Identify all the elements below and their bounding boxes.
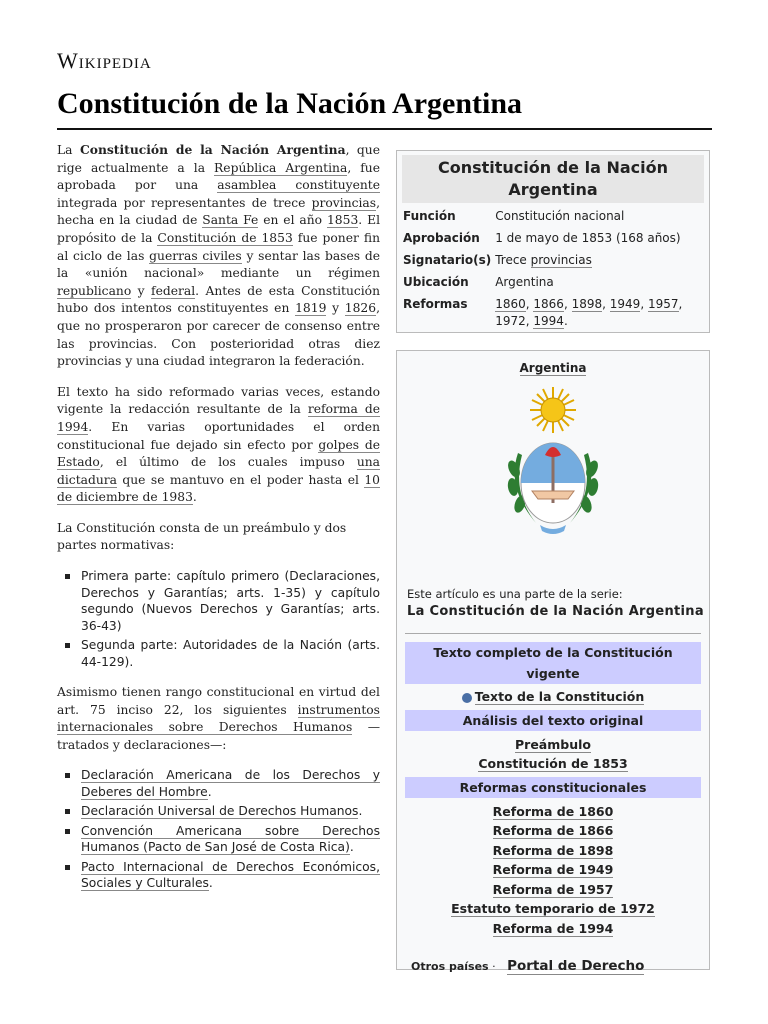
article-body [57, 141, 380, 906]
list-item: Declaración Universal de Derechos Humanos. [81, 803, 380, 820]
series-sidebar [396, 350, 710, 974]
list-item: Declaración Americana de los Derechos y Deberes del Hombre. [81, 767, 380, 800]
series-name: La Constitución de la Nación Argentina [407, 604, 704, 619]
paragraph-structure: La Constitución consta de un preámbulo y dos partes normativas: [57, 520, 347, 553]
divider [405, 633, 701, 634]
link-reforma-item[interactable]: Reforma de 1949 [492, 862, 614, 877]
link-provincias-infobox[interactable]: provincias [530, 253, 592, 267]
infobox-title: Constitución de la Nación Argentina [402, 155, 704, 203]
coat-of-arms-image [498, 383, 608, 543]
infobox-row: Aprobación 1 de mayo de 1853 (168 años) [403, 231, 681, 245]
link-reforma-year[interactable]: 1994 [533, 314, 564, 328]
link-instrumentos-ddhh[interactable]: instrumentos internacionales sobre Derechos Humanos [57, 702, 380, 735]
link-treaty[interactable]: Declaración Americana de los Derechos y Deberes del Hombre [81, 768, 380, 799]
link-treaty[interactable]: Convención Americana sobre Derechos Humanos (Pacto de San José de Costa Rica) [81, 823, 380, 855]
link-reforma-item[interactable]: Reforma de 1866 [492, 823, 614, 838]
link-reforma-item[interactable]: Reforma de 1957 [492, 881, 614, 897]
link-10-diciembre-1983[interactable]: 10 de diciembre de 1983 [57, 472, 380, 505]
parts-list [57, 568, 380, 670]
link-reforma-item[interactable]: Estatuto temporario de 1972 [451, 901, 655, 916]
sun-icon [530, 387, 576, 433]
link-federal[interactable]: federal [151, 283, 196, 298]
section-band-reformas: Reformas constitucionales [405, 777, 701, 798]
link-reforma-year[interactable]: 1949 [609, 297, 641, 311]
link-republicano[interactable]: republicano [57, 283, 132, 298]
link-treaty[interactable]: Declaración Universal de Derechos Humanos [81, 804, 359, 819]
otros-paises-label: Otros países [411, 960, 489, 973]
link-reforma-year[interactable]: 1860 [495, 297, 526, 311]
link-reforma-item[interactable]: Reforma de 1994 [492, 920, 614, 936]
infobox-row: Reformas 1860, 1866, 1898, 1949, 1957, 1972, 1994. [403, 293, 709, 332]
link-republica-argentina[interactable]: República Argentina [214, 160, 348, 175]
sidebar-footer: Otros países · Portal de Derecho [411, 958, 645, 974]
wikipedia-logo[interactable]: Wikipedia [57, 48, 152, 73]
list-item: Segunda parte: Autoridades de la Nación (arts. 44-129). [81, 637, 380, 670]
link-treaty[interactable]: Pacto Internacional de Derechos Económicos, Sociales y Culturales [81, 859, 380, 891]
link-texto-constitucion[interactable]: Texto de la Constitución [474, 689, 645, 704]
link-1853[interactable]: 1853 [326, 213, 359, 228]
infobox-row: Ubicación Argentina [403, 275, 554, 289]
link-reforma-year[interactable]: 1898 [571, 297, 603, 311]
list-item: Primera parte: capítulo primero (Declaraciones, Derechos y Garantías; arts. 1-35) y capítulo segundo (Nuevos Derechos y Garantías; arts. 36-43) [81, 568, 380, 634]
link-reforma-year[interactable]: 1866 [533, 297, 564, 311]
paragraph-intro: La Constitución de la Nación Argentina, que rige actualmente a la República Argentina, fue aprobada por una asamblea constituyente integrada por representantes de trece provincias, hecha en la ciudad de Santa Fe en el año 1853. El propósito de la Constitución de 1853 fue poner fin al ciclo de las guerras civiles y sentar las bases de la «unión nacional» mediante un régimen republicano y federal. Antes de esta Constitución hubo dos intentos constituyentes en 1819 y 1826, que no prosperaron por carecer de consenso entre las provincias. Con posterioridad otras diez provincias y una ciudad integraron la federación. [57, 142, 381, 369]
section-band-texto-completo: Texto completo de la Constitución vigente [405, 642, 701, 684]
link-reforma-year[interactable]: 1957 [647, 297, 679, 311]
link-1819[interactable]: 1819 [295, 301, 327, 316]
link-1826[interactable]: 1826 [344, 301, 377, 316]
link-constitucion-1853-sidebar[interactable]: Constitución de 1853 [478, 756, 628, 771]
shield-icon [521, 443, 585, 523]
section-band-analisis: Análisis del texto original [405, 710, 701, 731]
link-santa-fe[interactable]: Santa Fe [202, 213, 259, 228]
link-guerras-civiles[interactable]: guerras civiles [149, 248, 242, 263]
article-subject: Constitución de la Nación Argentina [79, 142, 346, 157]
infobox-row: Signatario(s) Trece provincias [403, 253, 592, 267]
infobox-row: Función Constitución nacional [403, 209, 625, 223]
page-title: Constitución de la Nación Argentina [57, 84, 712, 130]
treaties-list [57, 767, 380, 892]
link-asamblea-constituyente[interactable]: asamblea constituyente [217, 178, 380, 193]
infobox [396, 150, 710, 333]
series-intro: Este artículo es una parte de la serie: [407, 587, 623, 601]
link-argentina[interactable]: Argentina [519, 361, 587, 375]
link-portal-derecho[interactable]: Portal de Derecho [507, 958, 645, 974]
link-una-dictadura[interactable]: una dictadura [57, 455, 380, 487]
link-preambulo[interactable]: Preámbulo [515, 736, 591, 752]
link-reforma-item[interactable]: Reforma de 1898 [492, 842, 614, 858]
paragraph-treaties: Asimismo tienen rango constitucional en virtud del art. 75 inciso 22, los siguientes instrumentos internacionales sobre Derechos Humanos —tratados y declaraciones—: [57, 685, 380, 752]
list-item: Pacto Internacional de Derechos Económicos, Sociales y Culturales. [81, 859, 380, 892]
link-constitucion-1853[interactable]: Constitución de 1853 [157, 230, 293, 245]
paragraph-reforms: El texto ha sido reformado varias veces, estando vigente la redacción resultante de la reforma de 1994. En varias oportunidades el orden constitucional fue dejado sin efecto por golpes de Estado, el último de los cuales impuso una dictadura que se mantuvo en el poder hasta el 10 de diciembre de 1983. [57, 384, 380, 505]
link-golpes-de-estado[interactable]: golpes de Estado [57, 437, 380, 470]
link-provincias[interactable]: provincias [311, 195, 377, 210]
link-reforma-item[interactable]: Reforma de 1860 [492, 803, 614, 819]
list-item: Convención Americana sobre Derechos Humanos (Pacto de San José de Costa Rica). [81, 823, 380, 856]
infobox-table [403, 205, 709, 332]
reformas-links: 1860, 1866, 1898, 1949, 1957, 1972, 1994. [495, 297, 683, 328]
link-reforma-1994[interactable]: reforma de 1994 [57, 402, 380, 434]
wikisource-icon [462, 693, 472, 703]
